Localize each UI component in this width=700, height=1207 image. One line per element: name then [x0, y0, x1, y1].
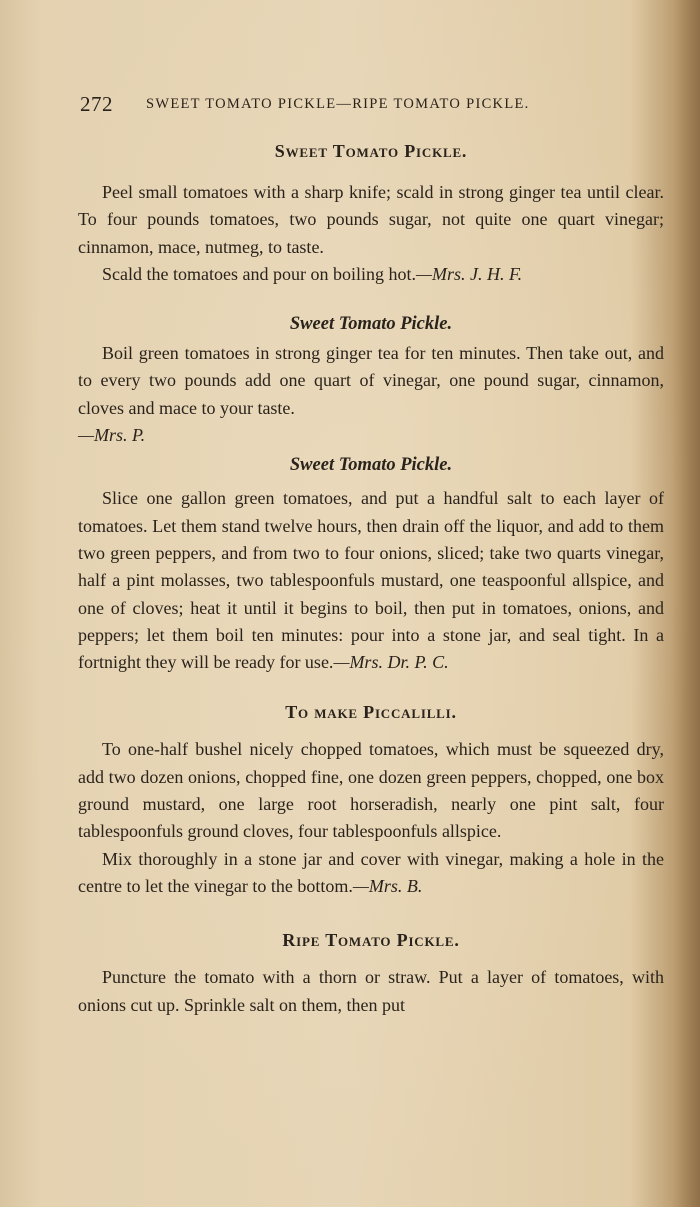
- recipe-attribution: —Mrs. P.: [78, 425, 146, 446]
- recipe-attribution-line: [78, 422, 664, 449]
- page-number: 272: [80, 92, 113, 116]
- recipe-paragraph: Peel small tomatoes with a sharp knife; scald in strong ginger tea until clear. To four pounds tomatoes, two pounds sugar, not quite one quart vinegar; cinnamon, mace, nutmeg, to taste.: [78, 182, 664, 257]
- recipe-paragraph: To one-half bushel nicely chopped tomatoes, which must be squeezed dry, add two dozen onions, chopped fine, one dozen green peppers, chopped, one box ground mustard, one large root horseradish, nearly one pint salt, four tablespoonfuls ground cloves, four tablespoonfuls allspice.: [78, 739, 664, 842]
- recipe-paragraph-text: Slice one gallon green tomatoes, and put a handful salt to each layer of tomatoes. Let them stand twelve hours, then drain off the liquor, and add to them two green peppers, and from two to four onions, sliced; take two quarts vinegar, half a pint molasses, two tablespoonfuls mustard, one teaspoonful allspice, and one of cloves; heat it until it begins to boil, then put in tomatoes, onions, and peppers; let them boil ten minutes: pour into a stone jar, and seal tight. In a fortnight they will be ready for use.: [78, 488, 664, 673]
- recipe-heading: To make Piccalilli.: [285, 702, 457, 723]
- recipe-paragraph-with-attribution: [78, 485, 664, 676]
- recipe-heading: Sweet Tomato Pickle.: [289, 455, 453, 476]
- recipe-section: [78, 308, 664, 449]
- recipe-paragraph-text: Scald the tomatoes and pour on boiling hot.: [102, 263, 416, 284]
- recipe-paragraph-text: Mix thoroughly in a stone jar and cover with vinegar, making a hole in the centre to let the vinegar to the bottom.: [78, 848, 664, 896]
- recipe-heading: Sweet Tomato Pickle.: [289, 314, 453, 335]
- recipe-section: [78, 696, 664, 900]
- recipe-heading: Sweet Tomato Pickle.: [274, 141, 468, 161]
- recipe-attribution: —Mrs. J. H. F.: [415, 263, 523, 284]
- recipe-heading: Ripe Tomato Pickle.: [282, 930, 460, 951]
- page-header: [80, 92, 620, 118]
- recipe-section: [78, 135, 664, 288]
- page-edge-shadow: [672, 0, 700, 1207]
- recipe-section: [78, 449, 664, 676]
- recipe-attribution: —Mrs. Dr. P. C.: [333, 652, 449, 673]
- recipe-paragraph: Puncture the tomato with a thorn or straw. Put a layer of tomatoes, with onions cut up. Sprinkle salt on them, then put: [78, 967, 664, 1015]
- recipe-paragraph-with-attribution: [78, 846, 664, 901]
- recipe-attribution: —Mrs. B.: [352, 875, 423, 896]
- running-title: SWEET TOMATO PICKLE—RIPE TOMATO PICKLE.: [146, 96, 530, 112]
- recipe-section: [78, 924, 664, 1019]
- page-content: [78, 135, 664, 1019]
- recipe-paragraph: Boil green tomatoes in strong ginger tea for ten minutes. Then take out, and to every two pounds add one quart of vinegar, one pound sugar, cinnamon, cloves and mace to your taste.: [78, 343, 664, 418]
- recipe-paragraph-with-attribution: [78, 261, 664, 288]
